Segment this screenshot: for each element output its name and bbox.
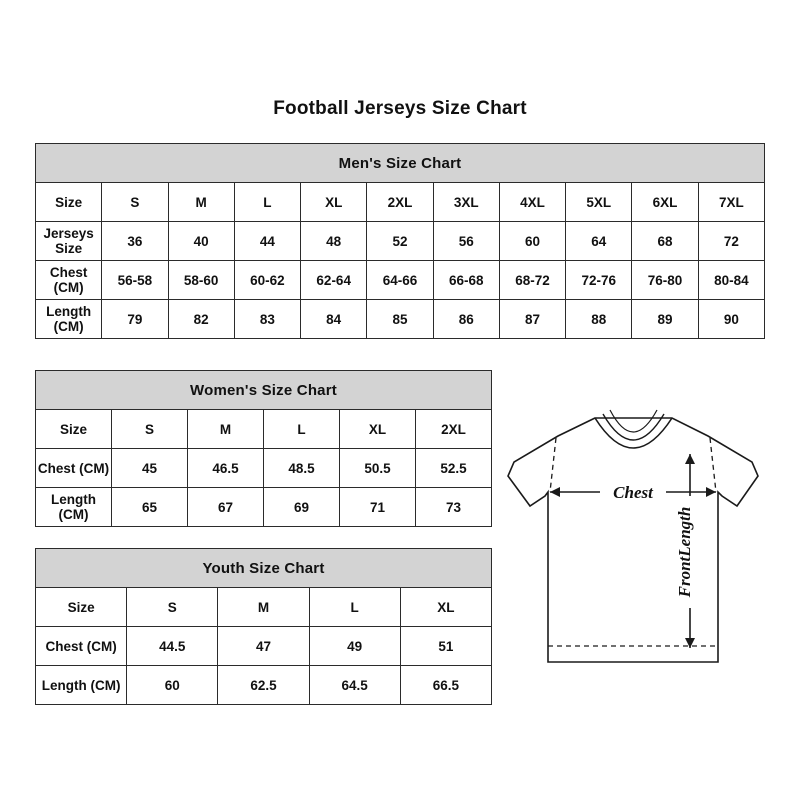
cell-mens-jersey-s: 36 <box>102 222 168 261</box>
cell-mens-jersey-4xl: 60 <box>499 222 565 261</box>
cell-womens-size-xl: XL <box>340 410 416 449</box>
cell-youth-length-l: 64.5 <box>309 666 400 705</box>
row-label-length: Length (CM) <box>36 666 127 705</box>
mens-size-table <box>35 143 765 339</box>
cell-mens-jersey-5xl: 64 <box>566 222 632 261</box>
cell-mens-chest-7xl: 80-84 <box>698 261 764 300</box>
cell-womens-size-m: M <box>188 410 264 449</box>
cell-womens-chest-xl: 50.5 <box>340 449 416 488</box>
cell-mens-chest-4xl: 68-72 <box>499 261 565 300</box>
front-length-label: FrontLength <box>675 506 694 598</box>
cell-womens-length-s: 65 <box>112 488 188 527</box>
cell-womens-length-m: 67 <box>188 488 264 527</box>
row-label-size: Size <box>36 588 127 627</box>
cell-mens-jersey-l: 44 <box>234 222 300 261</box>
cell-youth-length-s: 60 <box>127 666 218 705</box>
cell-mens-jersey-xl: 48 <box>301 222 367 261</box>
shirt-outline <box>508 418 758 662</box>
cell-youth-chest-m: 47 <box>218 627 309 666</box>
cell-womens-chest-2xl: 52.5 <box>416 449 492 488</box>
cell-mens-size-5xl: 5XL <box>566 183 632 222</box>
table-row <box>36 261 765 300</box>
row-label-length: Length (CM) <box>36 300 102 339</box>
table-header-row <box>36 549 492 588</box>
cell-mens-chest-s: 56-58 <box>102 261 168 300</box>
table-row <box>36 488 492 527</box>
table-row <box>36 300 765 339</box>
t-shirt-measurement-diagram <box>500 400 780 700</box>
cell-mens-length-5xl: 88 <box>566 300 632 339</box>
table-header-row <box>36 144 765 183</box>
cell-mens-size-3xl: 3XL <box>433 183 499 222</box>
row-label-length: Length (CM) <box>36 488 112 527</box>
cell-womens-chest-s: 45 <box>112 449 188 488</box>
cell-mens-size-6xl: 6XL <box>632 183 698 222</box>
youth-table-header: Youth Size Chart <box>36 549 492 588</box>
cell-youth-size-s: S <box>127 588 218 627</box>
cell-mens-jersey-2xl: 52 <box>367 222 433 261</box>
cell-mens-length-2xl: 85 <box>367 300 433 339</box>
table-header-row <box>36 371 492 410</box>
table-row <box>36 449 492 488</box>
row-label-size: Size <box>36 410 112 449</box>
cell-womens-chest-l: 48.5 <box>264 449 340 488</box>
cell-mens-jersey-m: 40 <box>168 222 234 261</box>
youth-size-table <box>35 548 492 705</box>
cell-youth-chest-xl: 51 <box>400 627 491 666</box>
womens-table-header: Women's Size Chart <box>36 371 492 410</box>
cell-mens-length-xl: 84 <box>301 300 367 339</box>
cell-mens-length-4xl: 87 <box>499 300 565 339</box>
cell-mens-chest-3xl: 66-68 <box>433 261 499 300</box>
cell-womens-length-l: 69 <box>264 488 340 527</box>
table-row <box>36 222 765 261</box>
cell-womens-chest-m: 46.5 <box>188 449 264 488</box>
cell-mens-size-m: M <box>168 183 234 222</box>
page-title: Football Jerseys Size Chart <box>273 98 527 119</box>
cell-mens-size-7xl: 7XL <box>698 183 764 222</box>
cell-womens-length-2xl: 73 <box>416 488 492 527</box>
cell-youth-chest-s: 44.5 <box>127 627 218 666</box>
shirt-collar-inner-2 <box>610 410 657 432</box>
row-label-chest: Chest (CM) <box>36 449 112 488</box>
cell-mens-length-3xl: 86 <box>433 300 499 339</box>
cell-mens-chest-6xl: 76-80 <box>632 261 698 300</box>
cell-mens-chest-5xl: 72-76 <box>566 261 632 300</box>
row-label-chest: Chest (CM) <box>36 261 102 300</box>
cell-mens-chest-l: 60-62 <box>234 261 300 300</box>
cell-youth-size-xl: XL <box>400 588 491 627</box>
cell-womens-length-xl: 71 <box>340 488 416 527</box>
shirt-neckline <box>595 418 672 448</box>
cell-mens-size-4xl: 4XL <box>499 183 565 222</box>
table-row <box>36 627 492 666</box>
table-row <box>36 666 492 705</box>
cell-mens-jersey-6xl: 68 <box>632 222 698 261</box>
row-label-size: Size <box>36 183 102 222</box>
mens-table-header: Men's Size Chart <box>36 144 765 183</box>
cell-mens-length-7xl: 90 <box>698 300 764 339</box>
cell-youth-chest-l: 49 <box>309 627 400 666</box>
table-row <box>36 183 765 222</box>
cell-youth-length-xl: 66.5 <box>400 666 491 705</box>
cell-mens-chest-xl: 62-64 <box>301 261 367 300</box>
cell-youth-length-m: 62.5 <box>218 666 309 705</box>
womens-size-table <box>35 370 492 527</box>
cell-mens-size-s: S <box>102 183 168 222</box>
cell-mens-size-l: L <box>234 183 300 222</box>
table-row <box>36 410 492 449</box>
cell-youth-size-l: L <box>309 588 400 627</box>
cell-mens-chest-m: 58-60 <box>168 261 234 300</box>
row-label-chest: Chest (CM) <box>36 627 127 666</box>
row-label-jerseys-size: Jerseys Size <box>36 222 102 261</box>
cell-womens-size-l: L <box>264 410 340 449</box>
cell-mens-size-xl: XL <box>301 183 367 222</box>
cell-mens-length-s: 79 <box>102 300 168 339</box>
cell-mens-length-6xl: 89 <box>632 300 698 339</box>
cell-mens-chest-2xl: 64-66 <box>367 261 433 300</box>
chest-label: Chest <box>613 483 653 502</box>
cell-youth-size-m: M <box>218 588 309 627</box>
cell-womens-size-s: S <box>112 410 188 449</box>
cell-mens-size-2xl: 2XL <box>367 183 433 222</box>
cell-mens-jersey-7xl: 72 <box>698 222 764 261</box>
cell-mens-length-m: 82 <box>168 300 234 339</box>
shirt-sleeve-seam-left <box>550 438 556 492</box>
table-row <box>36 588 492 627</box>
shirt-sleeve-seam-right <box>710 438 716 492</box>
cell-womens-size-2xl: 2XL <box>416 410 492 449</box>
cell-mens-jersey-3xl: 56 <box>433 222 499 261</box>
cell-mens-length-l: 83 <box>234 300 300 339</box>
